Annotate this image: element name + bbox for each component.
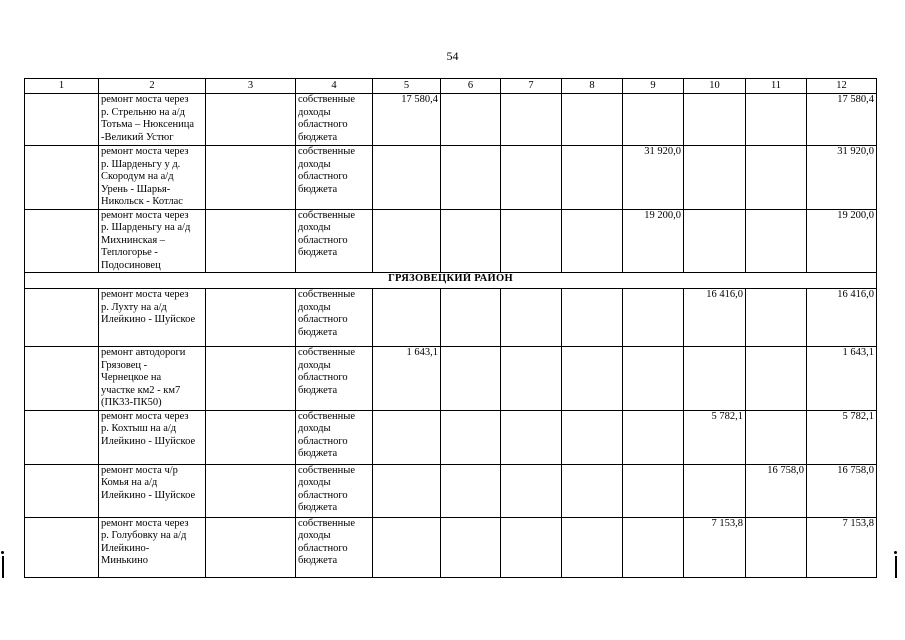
amount-cell [684, 464, 746, 517]
table-cell [25, 517, 99, 577]
amount-cell: 17 580,4 [373, 94, 441, 146]
column-header: 4 [296, 79, 373, 94]
table-cell [25, 146, 99, 210]
amount-cell [441, 289, 501, 347]
amount-cell [501, 517, 562, 577]
table-cell [25, 464, 99, 517]
amount-cell [562, 209, 623, 273]
amount-cell [441, 94, 501, 146]
amount-cell: 7 153,8 [807, 517, 877, 577]
funding-source-cell: собственные доходы областного бюджета [296, 209, 373, 273]
amount-cell [501, 146, 562, 210]
amount-cell [746, 94, 807, 146]
amount-cell: 16 416,0 [807, 289, 877, 347]
amount-cell [441, 517, 501, 577]
work-description-cell: ремонт моста через р. Шарденьгу у д. Скородум на а/д Урень - Шарья- Никольск - Котлас [99, 146, 206, 210]
amount-cell [501, 464, 562, 517]
column-header: 8 [562, 79, 623, 94]
funding-source-cell: собственные доходы областного бюджета [296, 464, 373, 517]
amount-cell [373, 146, 441, 210]
column-header: 11 [746, 79, 807, 94]
column-header: 10 [684, 79, 746, 94]
table-row [25, 517, 877, 577]
table-cell [25, 347, 99, 411]
table-cell [25, 209, 99, 273]
table-cell [25, 289, 99, 347]
page-number: 54 [446, 49, 459, 63]
work-description-cell: ремонт моста через р. Шарденьгу на а/д Михнинская – Теплогорье - Подосиновец [99, 209, 206, 273]
table-cell [206, 289, 296, 347]
column-header: 12 [807, 79, 877, 94]
table-cell [206, 94, 296, 146]
amount-cell [501, 410, 562, 464]
amount-cell [501, 94, 562, 146]
work-description-cell: ремонт моста через р. Лухту на а/д Илейкино - Шуйское [99, 289, 206, 347]
amount-cell [562, 289, 623, 347]
amount-cell: 19 200,0 [807, 209, 877, 273]
amount-cell [623, 289, 684, 347]
table-cell [206, 209, 296, 273]
amount-cell [562, 146, 623, 210]
amount-cell: 7 153,8 [684, 517, 746, 577]
amount-cell: 16 416,0 [684, 289, 746, 347]
amount-cell [373, 410, 441, 464]
table-row [25, 347, 877, 411]
table-row [25, 464, 877, 517]
table-body [25, 94, 877, 578]
amount-cell: 31 920,0 [623, 146, 684, 210]
table-cell [206, 146, 296, 210]
table-row [25, 410, 877, 464]
budget-table [24, 78, 877, 578]
amount-cell [501, 347, 562, 411]
funding-source-cell: собственные доходы областного бюджета [296, 410, 373, 464]
table-row [25, 94, 877, 146]
amount-cell [441, 410, 501, 464]
column-header: 1 [25, 79, 99, 94]
amount-cell: 1 643,1 [807, 347, 877, 411]
amount-cell [746, 347, 807, 411]
right-margin-mark [895, 556, 897, 578]
amount-cell [746, 517, 807, 577]
funding-source-cell: собственные доходы областного бюджета [296, 146, 373, 210]
table-cell [206, 464, 296, 517]
amount-cell [623, 94, 684, 146]
amount-cell: 16 758,0 [807, 464, 877, 517]
amount-cell [373, 289, 441, 347]
table-cell [25, 94, 99, 146]
amount-cell: 5 782,1 [807, 410, 877, 464]
section-row [25, 273, 877, 289]
column-header: 2 [99, 79, 206, 94]
amount-cell [684, 347, 746, 411]
amount-cell [562, 347, 623, 411]
amount-cell [501, 209, 562, 273]
amount-cell [373, 464, 441, 517]
amount-cell: 17 580,4 [807, 94, 877, 146]
amount-cell: 19 200,0 [623, 209, 684, 273]
amount-cell [373, 517, 441, 577]
amount-cell [746, 410, 807, 464]
work-description-cell: ремонт моста через р. Голубовку на а/д Илейкино- Минькино [99, 517, 206, 577]
amount-cell [562, 464, 623, 517]
amount-cell [623, 410, 684, 464]
work-description-cell: ремонт моста ч/р Комья на а/д Илейкино - Шуйское [99, 464, 206, 517]
amount-cell: 1 643,1 [373, 347, 441, 411]
column-header: 3 [206, 79, 296, 94]
amount-cell [623, 517, 684, 577]
column-header: 5 [373, 79, 441, 94]
amount-cell [746, 146, 807, 210]
column-header: 7 [501, 79, 562, 94]
amount-cell [684, 209, 746, 273]
funding-source-cell: собственные доходы областного бюджета [296, 347, 373, 411]
work-description-cell: ремонт автодороги Грязовец - Чернецкое на участке км2 - км7 (ПК33-ПК50) [99, 347, 206, 411]
table-row [25, 146, 877, 210]
amount-cell: 31 920,0 [807, 146, 877, 210]
funding-source-cell: собственные доходы областного бюджета [296, 289, 373, 347]
amount-cell [562, 410, 623, 464]
table-cell [206, 410, 296, 464]
amount-cell [373, 209, 441, 273]
funding-source-cell: собственные доходы областного бюджета [296, 94, 373, 146]
amount-cell [746, 289, 807, 347]
amount-cell [623, 347, 684, 411]
amount-cell [562, 94, 623, 146]
amount-cell [501, 289, 562, 347]
amount-cell [623, 464, 684, 517]
table-row [25, 209, 877, 273]
column-header: 6 [441, 79, 501, 94]
section-title: ГРЯЗОВЕЦКИЙ РАЙОН [25, 273, 877, 289]
column-header: 9 [623, 79, 684, 94]
amount-cell: 5 782,1 [684, 410, 746, 464]
amount-cell [441, 209, 501, 273]
left-margin-mark [2, 556, 4, 578]
amount-cell [684, 94, 746, 146]
work-description-cell: ремонт моста через р. Кохтыш на а/д Илейкино - Шуйское [99, 410, 206, 464]
header-row [25, 79, 877, 94]
amount-cell [441, 464, 501, 517]
amount-cell [684, 146, 746, 210]
amount-cell: 16 758,0 [746, 464, 807, 517]
table-cell [206, 347, 296, 411]
amount-cell [441, 347, 501, 411]
amount-cell [562, 517, 623, 577]
table-cell [206, 517, 296, 577]
work-description-cell: ремонт моста через р. Стрельню на а/д Тотьма – Нюксеница -Великий Устюг [99, 94, 206, 146]
table-cell [25, 410, 99, 464]
funding-source-cell: собственные доходы областного бюджета [296, 517, 373, 577]
amount-cell [746, 209, 807, 273]
table-row [25, 289, 877, 347]
amount-cell [441, 146, 501, 210]
